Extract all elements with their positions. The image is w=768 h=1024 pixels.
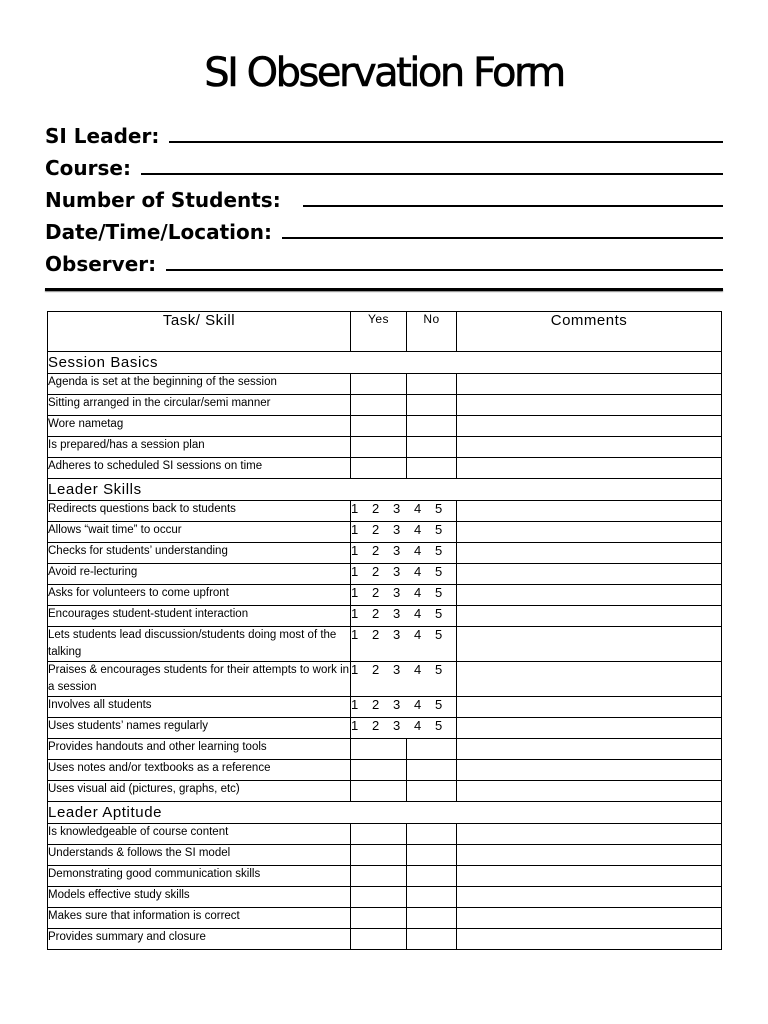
- table-row: [48, 739, 722, 760]
- table-row: [48, 887, 722, 908]
- yes-cell[interactable]: [351, 374, 407, 395]
- course-line[interactable]: [141, 173, 723, 175]
- comments-cell[interactable]: [457, 697, 722, 718]
- table-row: [48, 501, 722, 522]
- observer-label: Observer:: [45, 252, 157, 276]
- table-row: [48, 908, 722, 929]
- rating-option[interactable]: 1: [351, 564, 359, 579]
- rating-option[interactable]: 2: [372, 522, 380, 537]
- task-skill-header: Task/ Skill: [48, 312, 351, 352]
- yes-cell[interactable]: [351, 416, 407, 437]
- no-cell[interactable]: [407, 458, 457, 479]
- comments-cell[interactable]: [457, 437, 722, 458]
- rating-option[interactable]: 3: [393, 606, 401, 621]
- rating-option[interactable]: 3: [393, 501, 401, 516]
- rating-scale-cell[interactable]: [351, 662, 457, 697]
- no-cell[interactable]: [407, 929, 457, 950]
- rating-option[interactable]: 3: [393, 662, 401, 677]
- comments-cell[interactable]: [457, 564, 722, 585]
- comments-cell[interactable]: [457, 522, 722, 543]
- task-cell: Lets students lead discussion/students doing most of the talking: [48, 627, 351, 662]
- task-cell: Is knowledgeable of course content: [48, 824, 351, 845]
- comments-cell[interactable]: [457, 781, 722, 802]
- rating-option[interactable]: 4: [414, 522, 422, 537]
- rating-option[interactable]: 3: [393, 543, 401, 558]
- task-cell: Allows “wait time” to occur: [48, 522, 351, 543]
- task-cell: Makes sure that information is correct: [48, 908, 351, 929]
- comments-cell[interactable]: [457, 718, 722, 739]
- rating-option[interactable]: 2: [372, 606, 380, 621]
- rating-option[interactable]: 3: [393, 627, 401, 642]
- rating-option[interactable]: 5: [435, 718, 443, 733]
- task-cell: Asks for volunteers to come upfront: [48, 585, 351, 606]
- rating-scale-cell[interactable]: [351, 585, 457, 606]
- task-cell: Models effective study skills: [48, 887, 351, 908]
- table-row: [48, 543, 722, 564]
- comments-cell[interactable]: [457, 606, 722, 627]
- comments-header: Comments: [457, 312, 722, 352]
- rating-option[interactable]: 5: [435, 662, 443, 677]
- rating-option[interactable]: 2: [372, 543, 380, 558]
- rating-option[interactable]: 1: [351, 627, 359, 642]
- rating-scale-cell[interactable]: [351, 564, 457, 585]
- comments-cell[interactable]: [457, 662, 722, 697]
- task-cell: Understands & follows the SI model: [48, 845, 351, 866]
- no-cell[interactable]: [407, 395, 457, 416]
- no-header: No: [407, 312, 457, 352]
- task-cell: Uses visual aid (pictures, graphs, etc): [48, 781, 351, 802]
- task-cell: Provides handouts and other learning tools: [48, 739, 351, 760]
- table-row: [48, 627, 722, 662]
- table-row: [48, 395, 722, 416]
- comments-cell[interactable]: [457, 395, 722, 416]
- rating-option[interactable]: 4: [414, 718, 422, 733]
- form-title: SI Observation Form: [204, 50, 564, 96]
- rating-scale-cell[interactable]: [351, 697, 457, 718]
- section-row: [48, 352, 722, 374]
- section-title: Session Basics: [48, 352, 722, 374]
- yes-cell[interactable]: [351, 824, 407, 845]
- rating-option[interactable]: 4: [414, 564, 422, 579]
- rating-scale-cell[interactable]: [351, 543, 457, 564]
- comments-cell[interactable]: [457, 374, 722, 395]
- table-row: [48, 824, 722, 845]
- rating-scale-cell[interactable]: [351, 522, 457, 543]
- task-cell: Redirects questions back to students: [48, 501, 351, 522]
- si-leader-field[interactable]: [45, 116, 723, 148]
- no-cell[interactable]: [407, 760, 457, 781]
- yes-cell[interactable]: [351, 739, 407, 760]
- table-row: [48, 697, 722, 718]
- table-row: [48, 585, 722, 606]
- rating-option[interactable]: 1: [351, 522, 359, 537]
- rating-option[interactable]: 5: [435, 697, 443, 712]
- header-fields: [45, 116, 723, 276]
- no-cell[interactable]: [407, 887, 457, 908]
- task-cell: Sitting arranged in the circular/semi manner: [48, 395, 351, 416]
- yes-cell[interactable]: [351, 395, 407, 416]
- table-row: [48, 458, 722, 479]
- table-row: [48, 374, 722, 395]
- si-leader-label: SI Leader:: [45, 124, 160, 148]
- rating-option[interactable]: 1: [351, 585, 359, 600]
- task-cell: Uses notes and/or textbooks as a reference: [48, 760, 351, 781]
- rating-option[interactable]: 4: [414, 501, 422, 516]
- rating-option[interactable]: 5: [435, 585, 443, 600]
- no-cell[interactable]: [407, 374, 457, 395]
- number-of-students-line[interactable]: [303, 205, 723, 207]
- task-cell: Avoid re-lecturing: [48, 564, 351, 585]
- yes-cell[interactable]: [351, 866, 407, 887]
- comments-cell[interactable]: [457, 585, 722, 606]
- rating-option[interactable]: 2: [372, 697, 380, 712]
- task-cell: Provides summary and closure: [48, 929, 351, 950]
- observation-table: [47, 311, 722, 950]
- yes-cell[interactable]: [351, 887, 407, 908]
- task-cell: Demonstrating good communication skills: [48, 866, 351, 887]
- rating-option[interactable]: 4: [414, 606, 422, 621]
- comments-cell[interactable]: [457, 458, 722, 479]
- table-header-row: [48, 312, 722, 352]
- divider-rule: [45, 288, 723, 291]
- number-of-students-label: Number of Students:: [45, 188, 281, 212]
- comments-cell[interactable]: [457, 908, 722, 929]
- si-leader-line[interactable]: [169, 141, 723, 143]
- course-label: Course:: [45, 156, 131, 180]
- rating-option[interactable]: 2: [372, 564, 380, 579]
- date-time-location-field[interactable]: [45, 212, 723, 244]
- comments-cell[interactable]: [457, 739, 722, 760]
- rating-option[interactable]: 3: [393, 697, 401, 712]
- table-row: [48, 606, 722, 627]
- comments-cell[interactable]: [457, 845, 722, 866]
- date-time-location-label: Date/Time/Location:: [45, 220, 272, 244]
- rating-option[interactable]: 1: [351, 501, 359, 516]
- rating-option[interactable]: 2: [372, 662, 380, 677]
- no-cell[interactable]: [407, 845, 457, 866]
- table-row: [48, 929, 722, 950]
- course-field[interactable]: [45, 148, 723, 180]
- rating-option[interactable]: 5: [435, 543, 443, 558]
- task-cell: Adheres to scheduled SI sessions on time: [48, 458, 351, 479]
- table-row: [48, 662, 722, 697]
- comments-cell[interactable]: [457, 416, 722, 437]
- rating-option[interactable]: 4: [414, 585, 422, 600]
- yes-cell[interactable]: [351, 437, 407, 458]
- rating-option[interactable]: 5: [435, 501, 443, 516]
- comments-cell[interactable]: [457, 866, 722, 887]
- rating-option[interactable]: 4: [414, 627, 422, 642]
- rating-option[interactable]: 3: [393, 564, 401, 579]
- rating-option[interactable]: 1: [351, 543, 359, 558]
- section-title: Leader Skills: [48, 479, 722, 501]
- comments-cell[interactable]: [457, 824, 722, 845]
- rating-option[interactable]: 1: [351, 697, 359, 712]
- rating-option[interactable]: 2: [372, 585, 380, 600]
- task-cell: Is prepared/has a session plan: [48, 437, 351, 458]
- yes-cell[interactable]: [351, 845, 407, 866]
- yes-cell[interactable]: [351, 929, 407, 950]
- rating-option[interactable]: 5: [435, 627, 443, 642]
- table-row: [48, 760, 722, 781]
- yes-cell[interactable]: [351, 760, 407, 781]
- date-time-location-line[interactable]: [282, 237, 723, 239]
- yes-cell[interactable]: [351, 908, 407, 929]
- rating-option[interactable]: 2: [372, 627, 380, 642]
- no-cell[interactable]: [407, 866, 457, 887]
- rating-option[interactable]: 1: [351, 718, 359, 733]
- no-cell[interactable]: [407, 437, 457, 458]
- rating-option[interactable]: 4: [414, 543, 422, 558]
- rating-option[interactable]: 3: [393, 585, 401, 600]
- table-row: [48, 522, 722, 543]
- rating-scale-cell[interactable]: [351, 718, 457, 739]
- rating-scale-cell[interactable]: [351, 501, 457, 522]
- section-row: [48, 802, 722, 824]
- observer-line[interactable]: [166, 269, 723, 271]
- task-cell: Checks for students’ understanding: [48, 543, 351, 564]
- table-body: [48, 352, 722, 950]
- table-row: [48, 718, 722, 739]
- task-cell: Agenda is set at the beginning of the session: [48, 374, 351, 395]
- rating-option[interactable]: 2: [372, 718, 380, 733]
- table-row: [48, 845, 722, 866]
- rating-option[interactable]: 4: [414, 697, 422, 712]
- rating-scale-cell[interactable]: [351, 606, 457, 627]
- task-cell: Involves all students: [48, 697, 351, 718]
- rating-option[interactable]: 1: [351, 606, 359, 621]
- rating-option[interactable]: 3: [393, 522, 401, 537]
- rating-option[interactable]: 2: [372, 501, 380, 516]
- yes-header: Yes: [351, 312, 407, 352]
- comments-cell[interactable]: [457, 501, 722, 522]
- task-cell: Praises & encourages students for their attempts to work in a session: [48, 662, 351, 697]
- number-of-students-field[interactable]: [45, 180, 723, 212]
- table-row: [48, 416, 722, 437]
- task-cell: Uses students’ names regularly: [48, 718, 351, 739]
- no-cell[interactable]: [407, 416, 457, 437]
- table-row: [48, 866, 722, 887]
- rating-option[interactable]: 1: [351, 662, 359, 677]
- rating-option[interactable]: 5: [435, 564, 443, 579]
- yes-cell[interactable]: [351, 458, 407, 479]
- section-row: [48, 479, 722, 501]
- table-row: [48, 437, 722, 458]
- task-cell: Wore nametag: [48, 416, 351, 437]
- no-cell[interactable]: [407, 739, 457, 760]
- comments-cell[interactable]: [457, 543, 722, 564]
- comments-cell[interactable]: [457, 929, 722, 950]
- rating-option[interactable]: 5: [435, 522, 443, 537]
- no-cell[interactable]: [407, 824, 457, 845]
- rating-option[interactable]: 3: [393, 718, 401, 733]
- rating-option[interactable]: 5: [435, 606, 443, 621]
- table-row: [48, 781, 722, 802]
- comments-cell[interactable]: [457, 760, 722, 781]
- observer-field[interactable]: [45, 244, 723, 276]
- no-cell[interactable]: [407, 781, 457, 802]
- no-cell[interactable]: [407, 908, 457, 929]
- task-cell: Encourages student-student interaction: [48, 606, 351, 627]
- rating-scale-cell[interactable]: [351, 627, 457, 662]
- comments-cell[interactable]: [457, 627, 722, 662]
- rating-option[interactable]: 4: [414, 662, 422, 677]
- table-row: [48, 564, 722, 585]
- yes-cell[interactable]: [351, 781, 407, 802]
- comments-cell[interactable]: [457, 887, 722, 908]
- section-title: Leader Aptitude: [48, 802, 722, 824]
